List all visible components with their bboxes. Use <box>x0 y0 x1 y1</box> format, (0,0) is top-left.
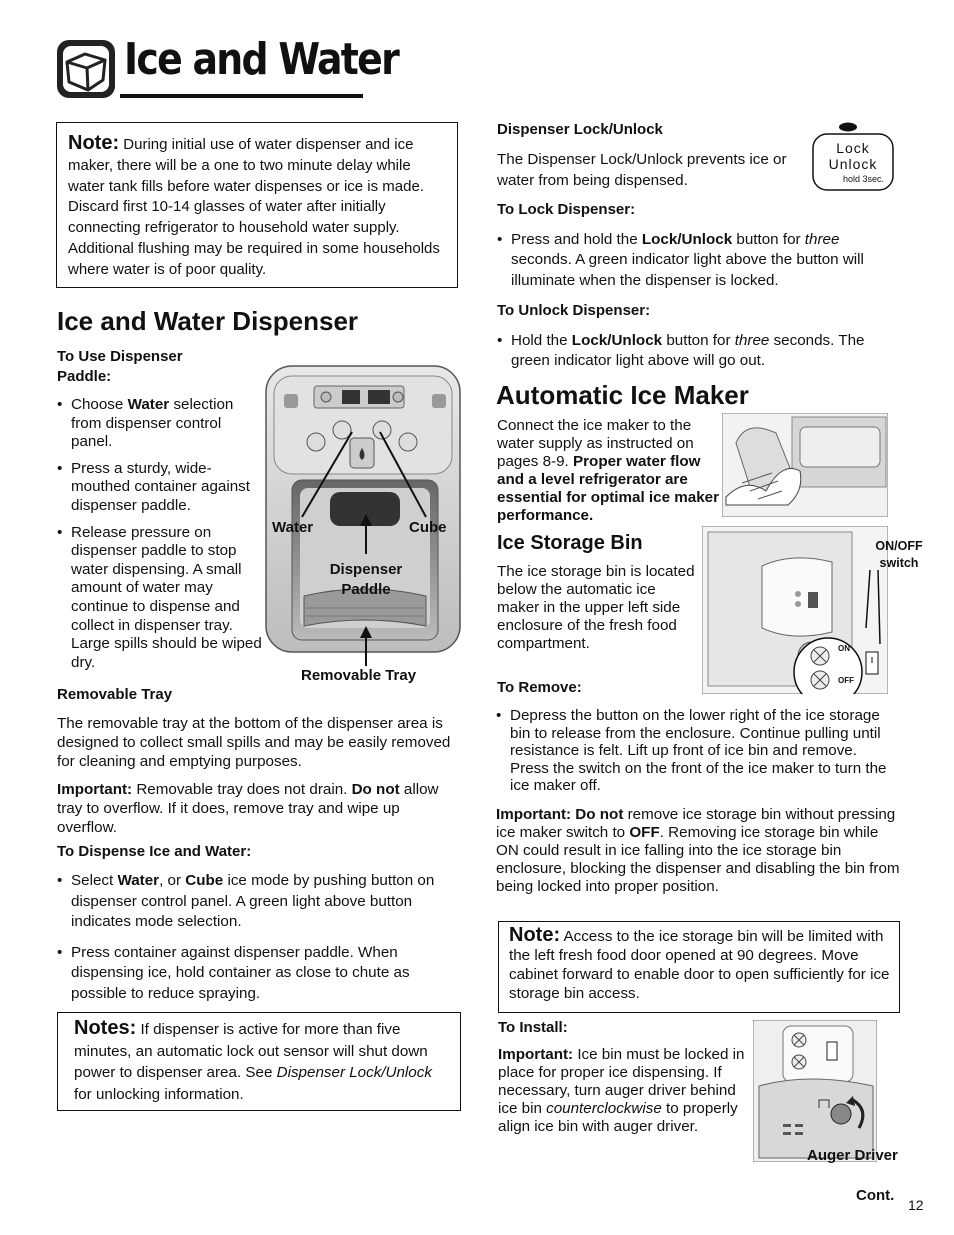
use-paddle-list <box>57 396 262 672</box>
list-item: • Select Water, or Cube ice mode by pushing button on dispenser control panel. A green light above button indicates mode selection. <box>57 871 457 933</box>
on-label: ON <box>838 644 850 653</box>
note-box-initial-use <box>56 122 458 288</box>
dispenser-paddle-label: Dispenser Paddle <box>329 561 403 598</box>
ice-cube-icon <box>55 38 117 100</box>
list-item: • Choose Water selection from dispenser control panel. <box>57 396 262 452</box>
ice-bin-important: Important: Do not remove ice storage bin without pressing ice maker switch to OFF. Removing ice storage bin while ON could result in ice falling into the ice storage bin enclosure, blocking the dispenser and disabling the bin from being locked into proper position. <box>496 806 900 895</box>
removable-tray-important: Important: Removable tray does not drain. Do not allow tray to overflow. If it does, remove tray and wipe up overflow. <box>57 781 439 836</box>
dispense-list <box>57 871 457 1004</box>
to-install-heading: To Install: <box>498 1019 568 1036</box>
notes-box-lockout: Notes: If dispenser is active for more than five minutes, an automatic lock out sensor will shut down power to dispenser area. See Dispenser Lock/Unlock for unlocking information. <box>57 1012 461 1111</box>
use-paddle-heading: To Use Dispenser Paddle: <box>57 348 183 385</box>
water-label: Water <box>272 519 314 536</box>
unlock-dispenser-heading: To Unlock Dispenser: <box>497 302 651 319</box>
title-underline <box>120 94 363 98</box>
to-remove-heading: To Remove: <box>497 679 582 696</box>
dispenser-section-title: Ice and Water Dispenser <box>57 306 359 336</box>
list-item: • Press and hold the Lock/Unlock button for three seconds. A green indicator light above the button will illuminate when the dispenser is locked. <box>497 230 902 291</box>
note-box-door-access: Note: Access to the ice storage bin will be limited with the left fresh food door opened at 90 degrees. Move cabinet forward to enable door to open sufficiently for ice storage bin access. <box>498 921 900 1013</box>
switch-callout-lines <box>860 568 890 648</box>
dispense-heading: To Dispense Ice and Water: <box>57 843 252 860</box>
list-item: • Press container against dispenser paddle. When dispensing ice, hold container as close to chute as possible to reduce spraying. <box>57 943 457 1005</box>
unlock-list <box>497 331 902 372</box>
list-item: • Release pressure on dispenser paddle to stop water dispensing. A small amount of water may continue to dispense and collect in dispenser tray. Large spills should be wiped dry. <box>57 524 262 673</box>
removable-tray-text: The removable tray at the bottom of the dispenser area is designed to collect small spills and may be easily removed for cleaning and emptying purposes. <box>57 715 451 770</box>
lock-dispenser-heading: To Lock Dispenser: <box>497 201 636 218</box>
on-off-switch-label: ON/OFF switch <box>875 539 923 570</box>
auger-driver-label: Auger Driver <box>807 1147 898 1164</box>
icemaker-photo <box>722 413 888 517</box>
note-keyword: Note: <box>68 132 120 154</box>
ice-storage-bin-text: The ice storage bin is located below the automatic ice maker in the upper left side enclosure of the fresh food compartment. <box>497 563 695 652</box>
remove-list <box>496 707 891 795</box>
removable-tray-label: Removable Tray <box>301 667 417 684</box>
removable-tray-heading: Removable Tray <box>57 686 173 703</box>
page-number: 12 <box>908 1197 924 1213</box>
list-item: • Hold the Lock/Unlock button for three seconds. The green indicator light above will go out. <box>497 331 902 372</box>
ice-storage-bin-title: Ice Storage Bin <box>497 532 643 554</box>
note-text: During initial use of water dispenser and ice maker, there will be a one to two minute delay while water tank fills before water dispenses or ice is made. Discard first 10-14 glasses of water after initially connecting refrigerator to household water supply. Additional flushing may be required in some households where water is of poor quality. <box>68 136 440 278</box>
lock-list <box>497 230 902 291</box>
lock-text: The Dispenser Lock/Unlock prevents ice or water from being dispensed. <box>497 151 787 189</box>
list-item: • Depress the button on the lower right of the ice storage bin to release from the enclosure. Continue pulling until resistance is felt. Lift up front of ice bin and remove. Press the switch on the front of the ice maker to turn the ice maker off. <box>496 707 891 795</box>
list-item: • Press a sturdy, wide-mouthed container against dispenser paddle. <box>57 460 262 516</box>
icemaker-intro: Connect the ice maker to the water supply as instructed on pages 8-9. Proper water flow and a level refrigerator are essential for optimal ice maker performance. <box>497 417 719 524</box>
lock-heading: Dispenser Lock/Unlock <box>497 121 663 138</box>
page-title: Ice and Water <box>124 34 399 85</box>
icemaker-section-title: Automatic Ice Maker <box>496 380 749 410</box>
off-label: OFF <box>838 676 854 685</box>
install-text: Important: Ice bin must be locked in place for proper ice dispensing. If necessary, turn auger driver behind ice bin counterclockwise to properly align ice bin with auger driver. <box>498 1046 745 1135</box>
auger-driver-photo <box>753 1020 877 1162</box>
continued-label: Cont. <box>856 1187 895 1204</box>
cube-label: Cube <box>409 519 447 536</box>
lock-unlock-button: Lock Unlock hold 3sec. <box>811 122 895 192</box>
